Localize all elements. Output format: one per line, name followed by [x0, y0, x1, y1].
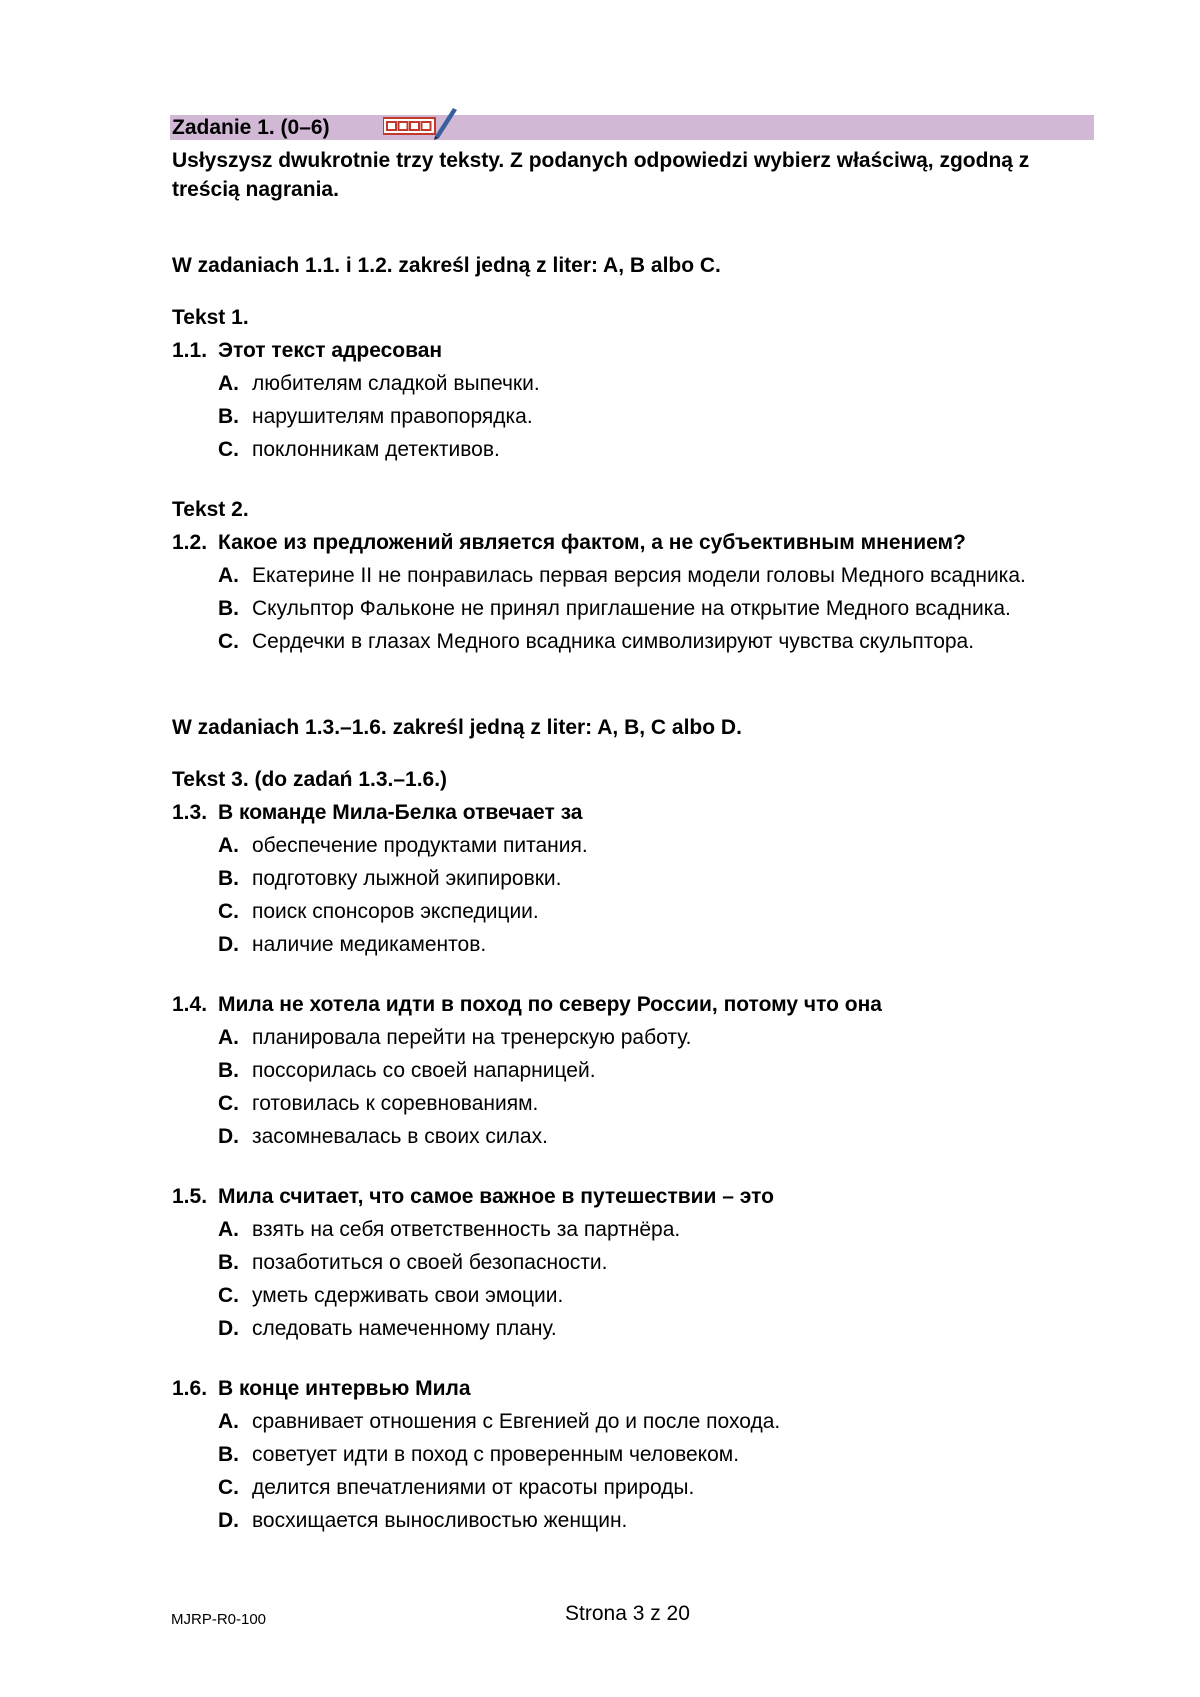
option-1-3-d[interactable]: D. наличие медикаментов. [218, 933, 487, 956]
question-number: 1.2. [172, 531, 208, 554]
option-1-5-a[interactable]: A. взять на себя ответственность за партнёра. [218, 1218, 681, 1241]
section2-instruction: W zadaniach 1.3.–1.6. zakreśl jedną z liter: A, B, C albo D. [172, 716, 742, 739]
question-1-2 [172, 530, 966, 556]
question-number: 1.1. [172, 339, 208, 362]
option-1-6-b[interactable]: B. советует идти в поход с проверенным человеком. [218, 1443, 740, 1466]
option-1-5-c[interactable]: C. уметь сдерживать свои эмоции. [218, 1284, 564, 1307]
question-stem: Этот текст адресован [218, 339, 443, 362]
text3-label: Tekst 3. (do zadań 1.3.–1.6.) [172, 768, 448, 791]
question-1-5 [172, 1184, 774, 1210]
text2-label: Tekst 2. [172, 498, 249, 521]
option-1-2-b[interactable]: B. Скульптор Фальконе не принял приглашение на открытие Медного всадника. [218, 597, 1011, 620]
option-1-4-c[interactable]: C. готовилась к соревнованиям. [218, 1092, 539, 1115]
option-1-6-d[interactable]: D. восхищается выносливостью женщин. [218, 1509, 628, 1532]
question-1-4 [172, 992, 882, 1018]
footer-exam-code: MJRP-R0-100 [171, 1611, 267, 1628]
option-1-3-c[interactable]: C. поиск спонсоров экспедиции. [218, 900, 539, 923]
option-1-2-c[interactable]: C. Сердечки в глазах Медного всадника символизируют чувства скульптора. [218, 630, 975, 653]
question-1-1 [172, 338, 442, 364]
option-1-4-b[interactable]: B. поссорилась со своей напарницей. [218, 1059, 596, 1082]
question-1-6 [172, 1376, 471, 1402]
option-1-5-b[interactable]: B. позаботиться о своей безопасности. [218, 1251, 608, 1274]
option-1-1-b[interactable]: B. нарушителям правопорядка. [218, 405, 533, 428]
question-1-3 [172, 800, 582, 826]
option-1-1-a[interactable]: A. любителям сладкой выпечки. [218, 372, 540, 395]
option-1-6-a[interactable]: A. сравнивает отношения с Евгенией до и после похода. [218, 1410, 781, 1433]
question-number: 1.5. [172, 1185, 208, 1208]
recording-pen-icon [383, 104, 463, 140]
task-instruction: Usłyszysz dwukrotnie trzy teksty. Z podanych odpowiedzi wybierz właściwą, zgodną z treścią nagrania. [172, 149, 1030, 201]
question-stem: Мила не хотела идти в поход по северу России, потому что она [218, 993, 882, 1016]
option-1-4-d[interactable]: D. засомневалась в своих силах. [218, 1125, 548, 1148]
option-1-5-d[interactable]: D. следовать намеченному плану. [218, 1317, 557, 1340]
option-1-4-a[interactable]: A. планировала перейти на тренерскую работу. [218, 1026, 692, 1049]
question-stem: В конце интервью Мила [218, 1377, 471, 1400]
option-1-1-c[interactable]: C. поклонникам детективов. [218, 438, 500, 461]
question-number: 1.3. [172, 801, 208, 824]
question-stem: Мила считает, что самое важное в путешествии – это [218, 1185, 774, 1208]
question-number: 1.6. [172, 1377, 208, 1400]
task-header-band [170, 115, 1094, 140]
option-1-6-c[interactable]: C. делится впечатлениями от красоты природы. [218, 1476, 695, 1499]
text1-label: Tekst 1. [172, 306, 249, 329]
option-1-3-a[interactable]: A. обеспечение продуктами питания. [218, 834, 588, 857]
question-number: 1.4. [172, 993, 208, 1016]
question-stem: В команде Мила-Белка отвечает за [218, 801, 583, 824]
task-title: Zadanie 1. (0–6) [172, 116, 330, 139]
section1-instruction: W zadaniach 1.1. i 1.2. zakreśl jedną z liter: A, B albo C. [172, 254, 721, 277]
option-1-3-b[interactable]: B. подготовку лыжной экипировки. [218, 867, 562, 890]
footer-page-number: Strona 3 z 20 [565, 1602, 690, 1625]
option-1-2-a[interactable]: A. Екатерине II не понравилась первая версия модели головы Медного всадника. [218, 564, 1026, 587]
question-stem: Какое из предложений является фактом, а не субъективным мнением? [218, 531, 966, 554]
